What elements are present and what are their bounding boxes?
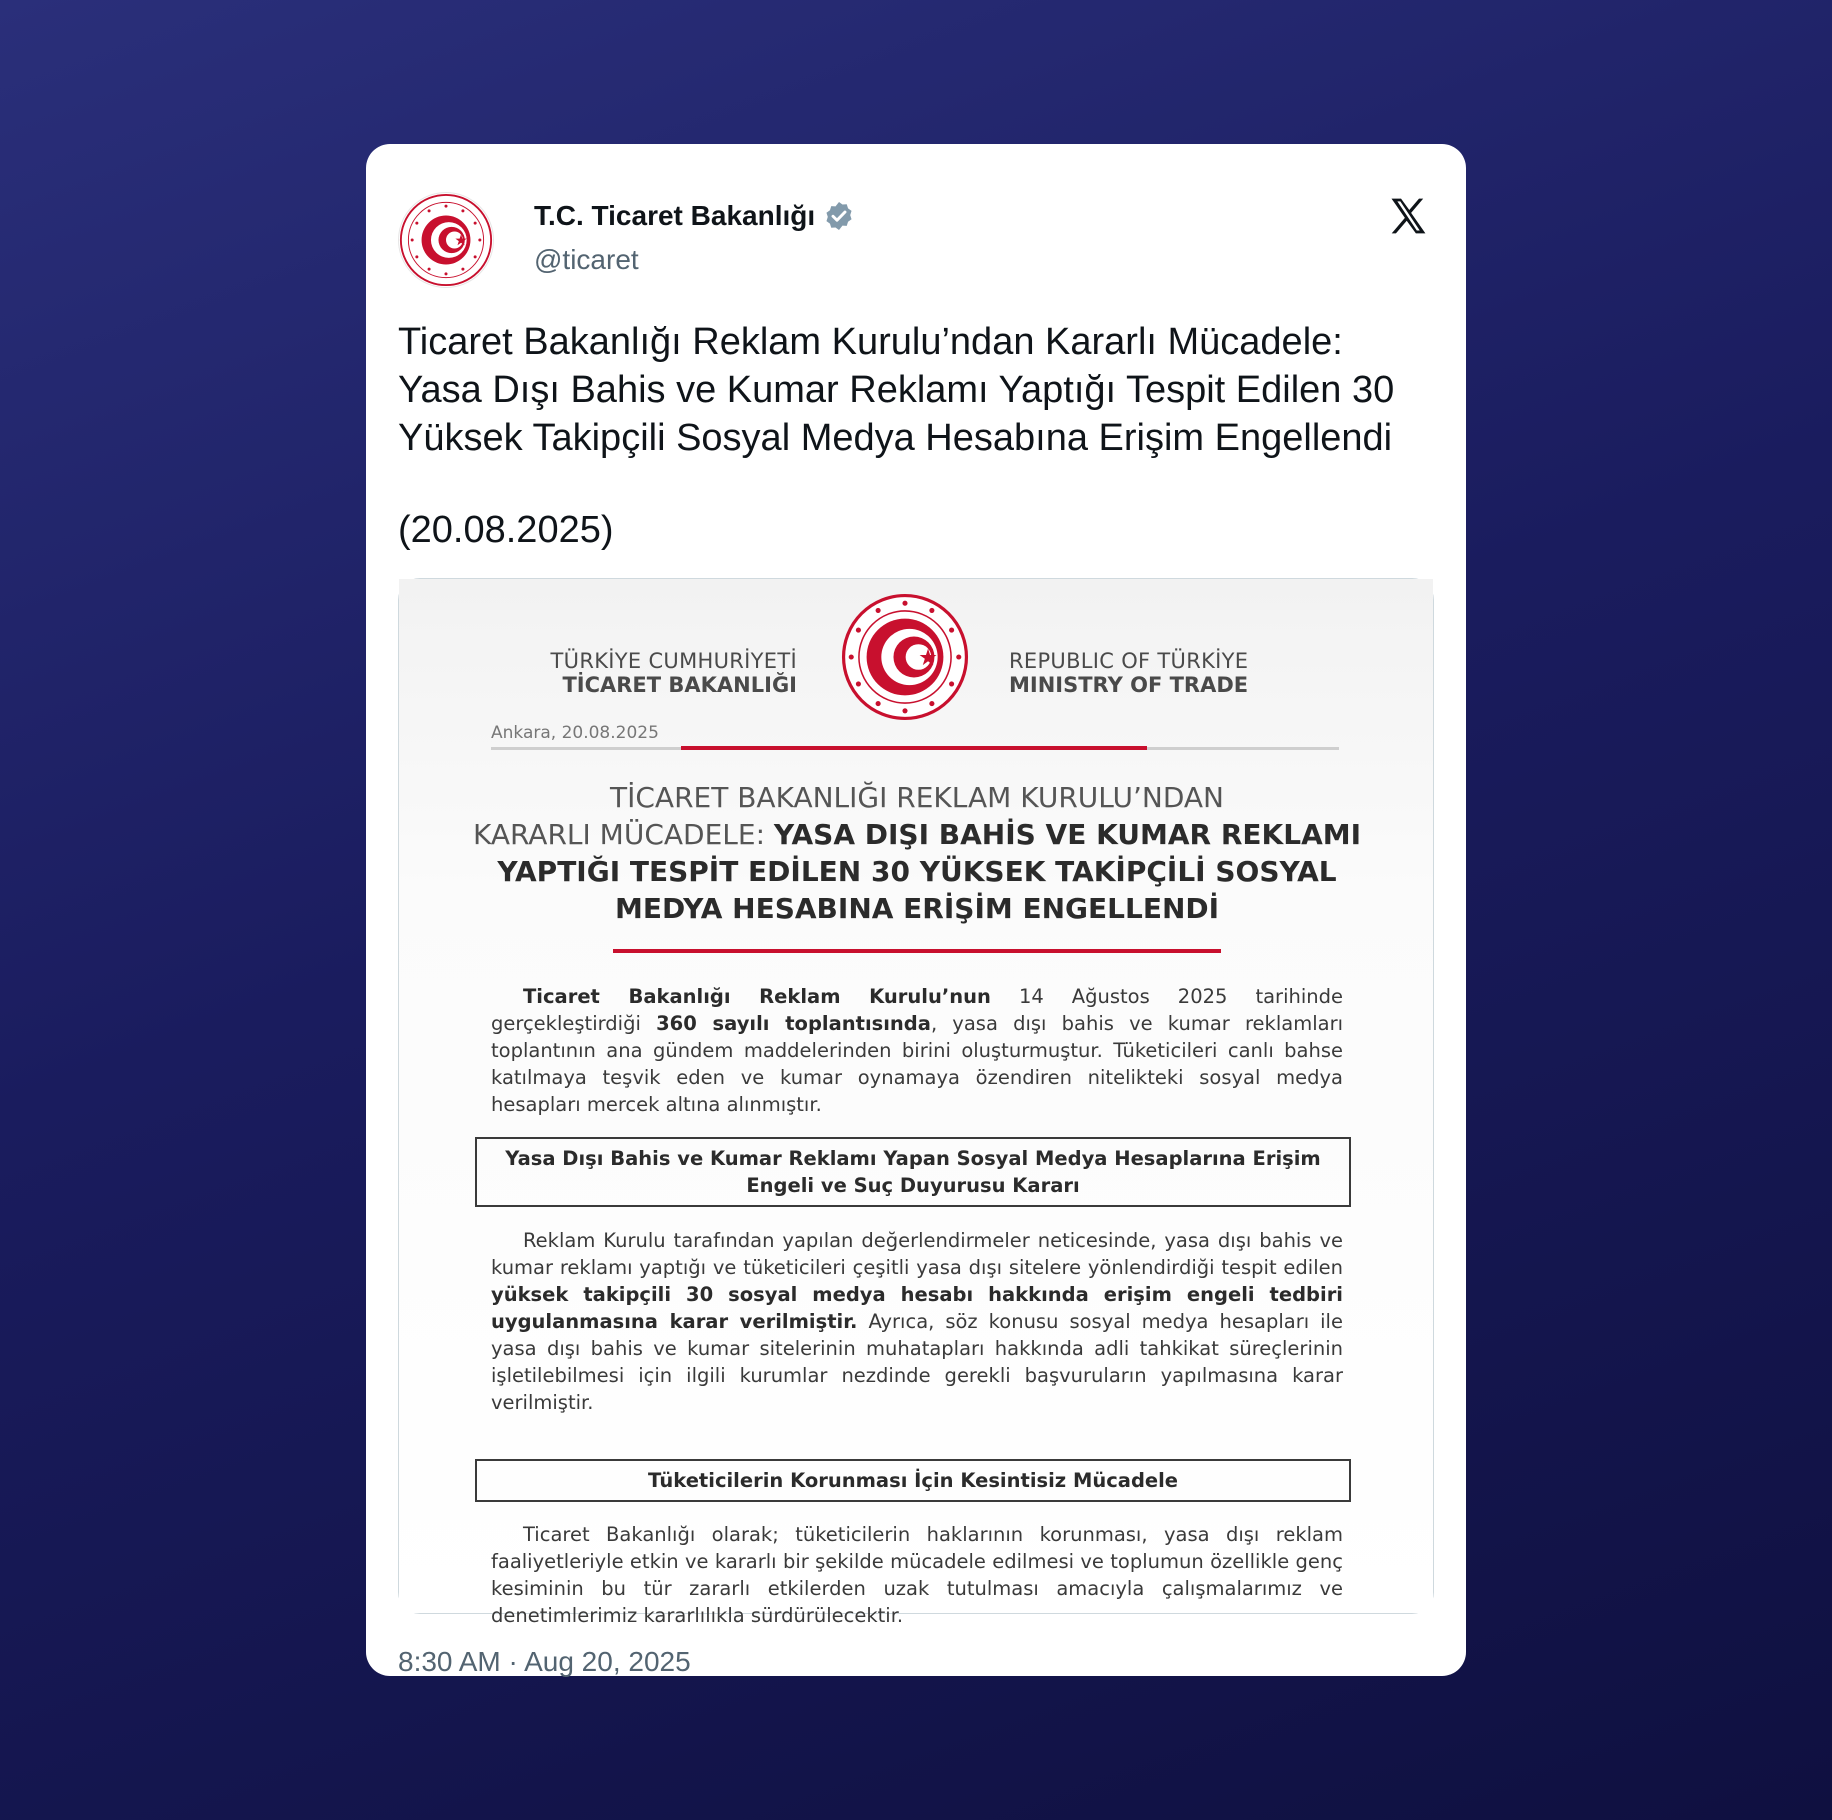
- tweet-date-line: (20.08.2025): [398, 509, 614, 551]
- ministry-seal-icon: [399, 193, 493, 287]
- place-date: Ankara, 20.08.2025: [491, 723, 659, 743]
- avatar[interactable]: [398, 192, 494, 288]
- paragraph-2: Reklam Kurulu tarafından yapılan değerlendirmeler neticesinde, yasa dışı bahis ve kumar reklamı yaptığı ve tüketicileri çeşitli yasa dışı sitelere yönlendirdiği tespit edilen yüksek takipçili 30 sosyal medya hesabı hakkında erişim engeli tedbiri uygulanmasına karar verilmiştir. Ayrıca, söz konusu sosyal medya hesapları ile yasa dışı bahis ve kumar sitelerinin muhatapları hakkında adli tahkikat süreçlerinin işletilebilmesi için ilgili kurumlar nezdinde gerekli başvuruların yapılmasına karar verilmiştir.: [491, 1229, 1343, 1414]
- display-name[interactable]: T.C. Ticaret Bakanlığı: [534, 200, 816, 231]
- press-release-document: [399, 579, 1433, 1627]
- document-title: TİCARET BAKANLIĞI REKLAM KURULU’NDAN KARARLI MÜCADELE: YASA DIŞI BAHİS VE KUMAR REKLAMI YAPTIĞI TESPİT EDİLEN 30 YÜKSEK TAKİPÇİLİ SOSYAL MEDYA HESABINA ERİŞİM ENGELLENDİ: [472, 781, 1362, 925]
- paragraph-3: Ticaret Bakanlığı olarak; tüketicilerin haklarının korunması, yasa dışı reklam faaliyetleriyle etkin ve kararlı bir şekilde mücadele edilmesi ve toplumun özellikle genç kesiminin bu tür zararlı etkilerden uzak tutulması amacıyla çalışmalarımız ve denetimlerimiz kararlılıkla sürdürülecektir.: [491, 1523, 1343, 1627]
- org-name-en: REPUBLIC OF TÜRKİYE MINISTRY OF TRADE: [1009, 649, 1249, 697]
- divider-accent: [681, 746, 1147, 750]
- paragraph-1: Ticaret Bakanlığı Reklam Kurulu’nun 14 Ağustos 2025 tarihinde gerçekleştirdiği 360 sayılı toplantısında, yasa dışı bahis ve kumar reklamları toplantının ana gündem maddelerinden birini oluşturmuştur. Tüketicileri canlı bahse katılmaya teşvik eden ve kumar oynamaya özendiren nitelikteki sosyal medya hesapları mercek altına alınmıştır.: [491, 985, 1344, 1116]
- ministry-seal-icon: [841, 593, 969, 721]
- name-row: [534, 200, 855, 232]
- org-name-tr: TÜRKİYE CUMHURİYETİ TİCARET BAKANLIĞI: [550, 649, 797, 697]
- tweet-header: [398, 168, 1434, 275]
- verified-badge-icon: [823, 200, 855, 232]
- attached-image[interactable]: [398, 578, 1434, 1627]
- handle[interactable]: @ticaret: [534, 244, 639, 275]
- tweet-card: [366, 144, 1466, 1676]
- divider-accent: [613, 949, 1221, 953]
- tweet-text: Ticaret Bakanlığı Reklam Kurulu’ndan Kararlı Mücadele: Yasa Dışı Bahis ve Kumar Reklamı Yaptığı Tespit Edilen 30 Yüksek Takipçili Sosyal Medya Hesabına Erişim Engellendi: [398, 321, 1395, 459]
- x-logo-icon[interactable]: [1386, 194, 1430, 238]
- tweet-timestamp[interactable]: 8:30 AM · Aug 20, 2025: [398, 1646, 691, 1677]
- section-heading-box: Yasa Dışı Bahis ve Kumar Reklamı Yapan Sosyal Medya Hesaplarına Erişim Engeli ve Suç Duyurusu Kararı: [475, 1137, 1351, 1207]
- section-heading-box: Tüketicilerin Korunması İçin Kesintisiz Mücadele: [475, 1459, 1351, 1502]
- document-letterhead: [399, 593, 1433, 723]
